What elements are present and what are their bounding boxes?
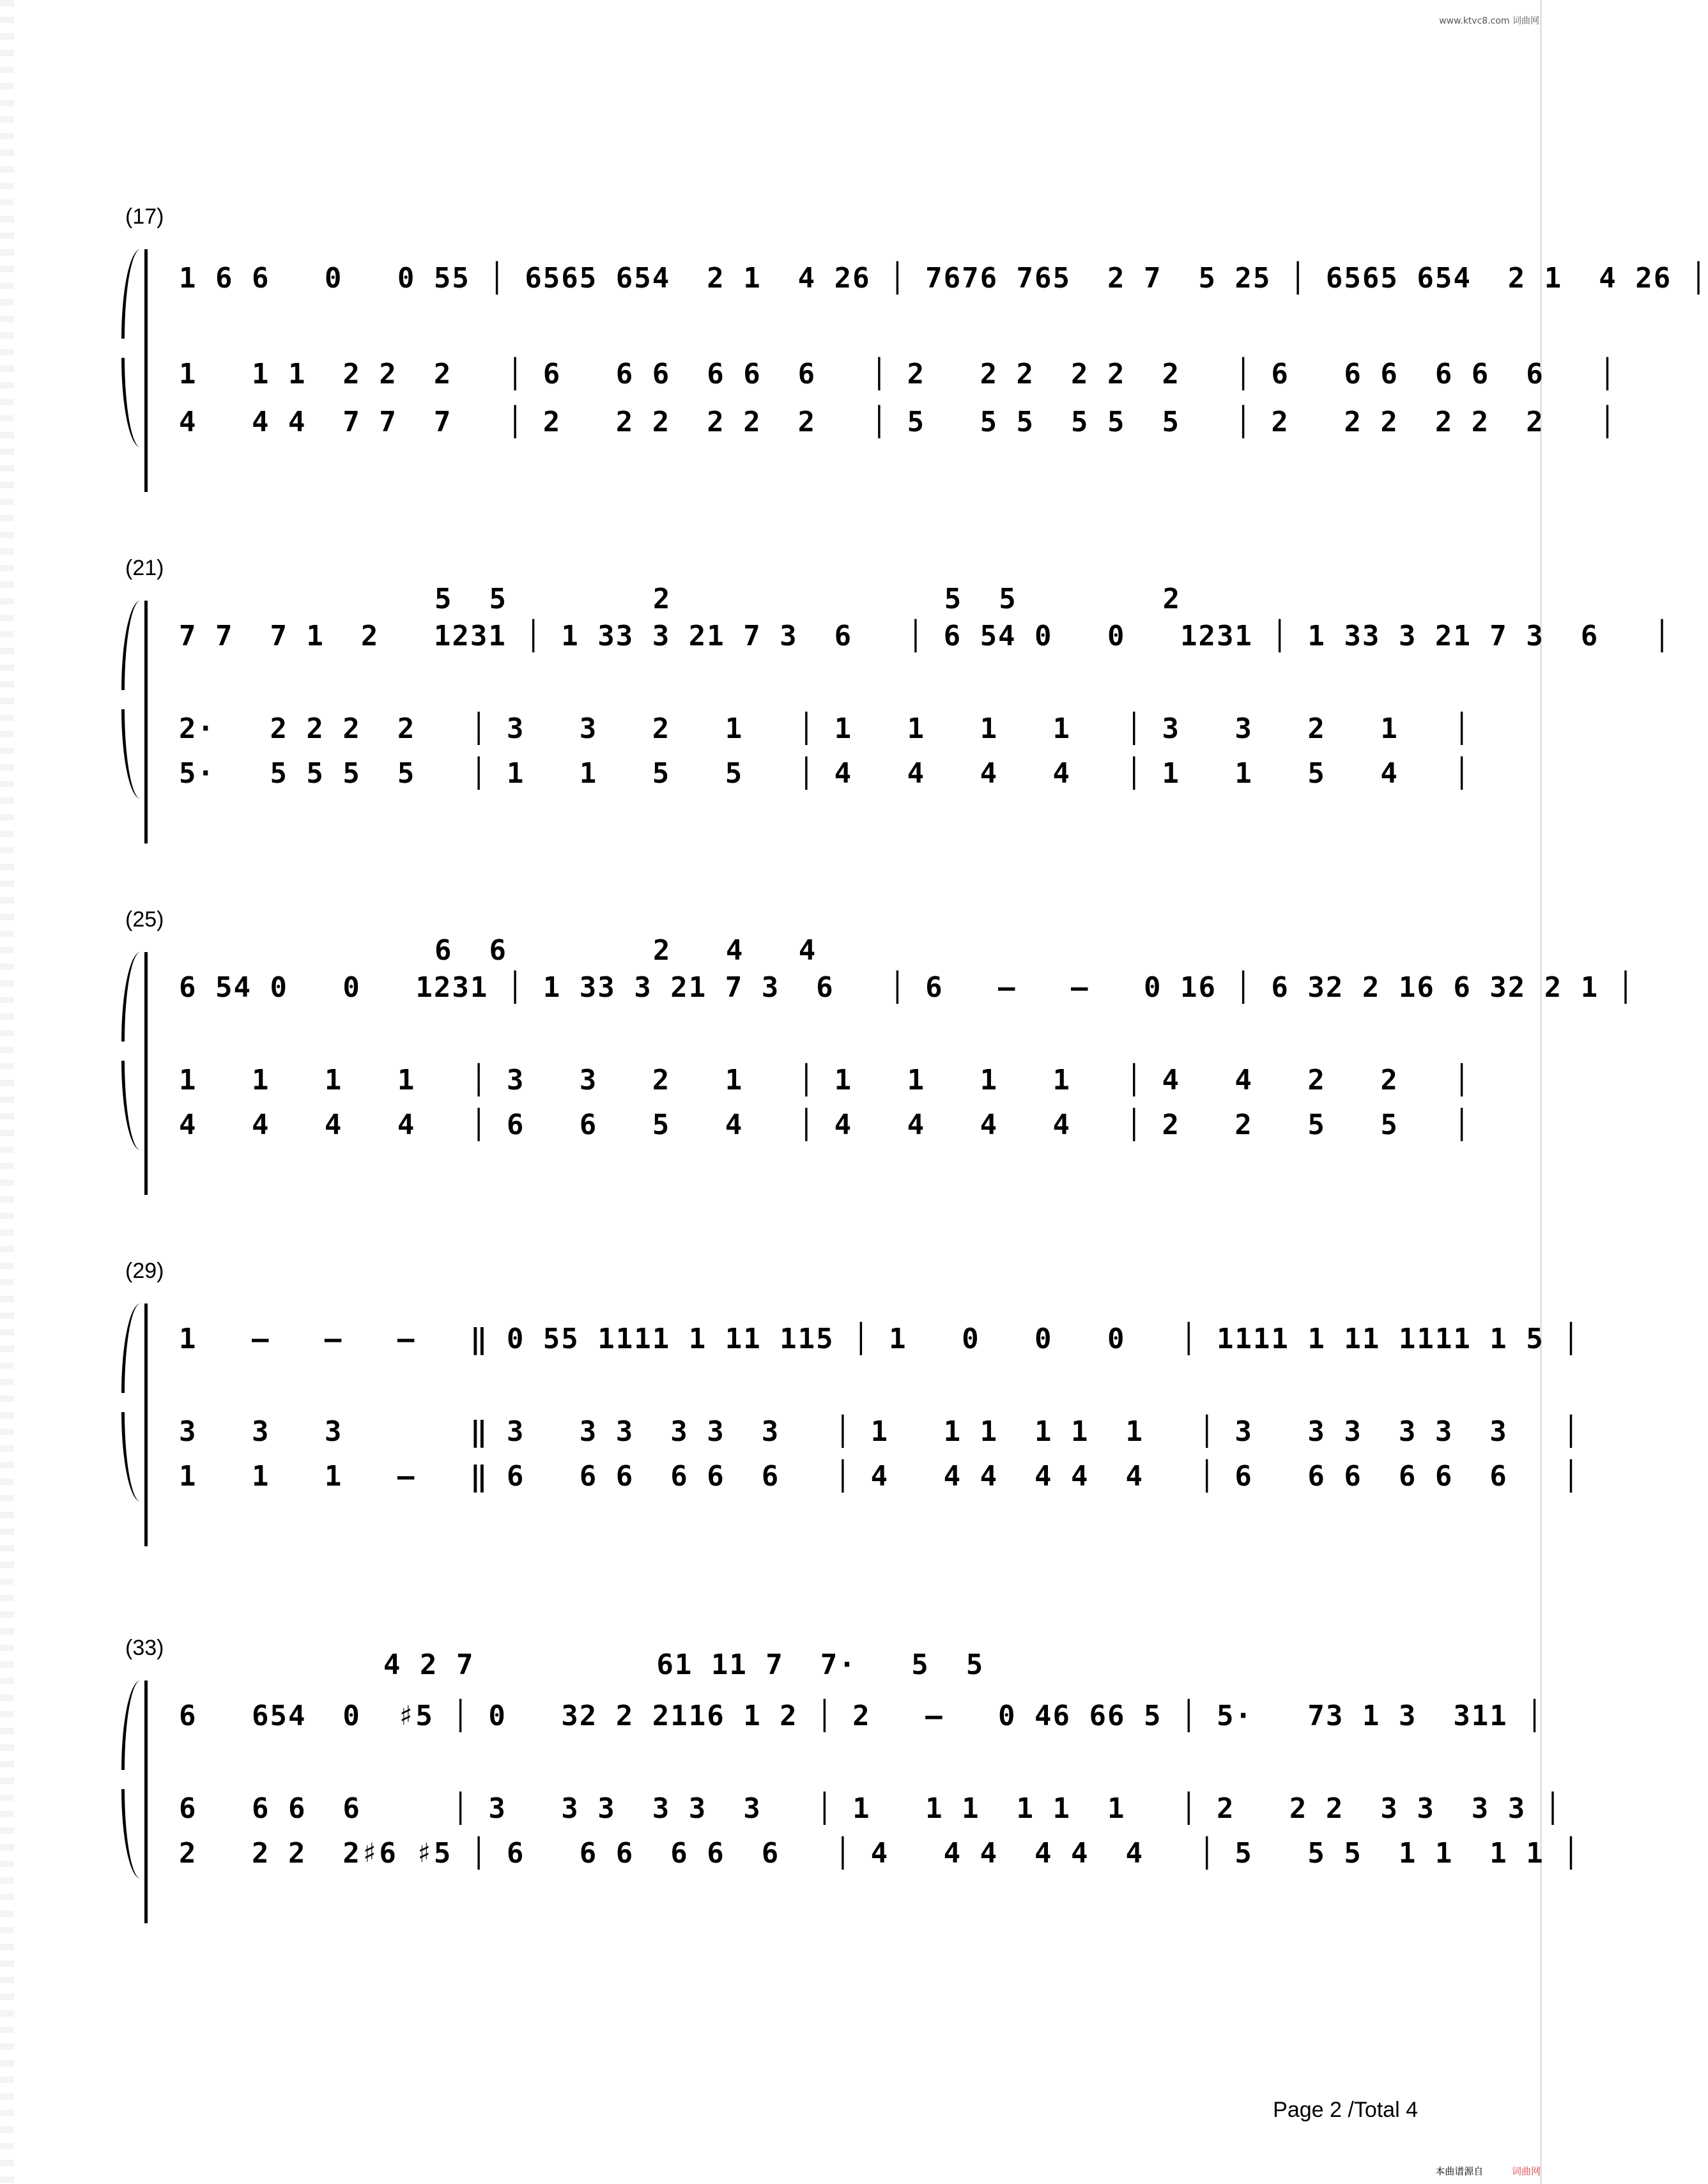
- bass-line: 4 4 4 4 │ 6 6 5 4 │ 4 4 4 4 │ 2 2 5 5 │: [179, 1109, 1472, 1141]
- harmony-line: 6 6 6 6 │ 3 3 3 3 3 3 │ 1 1 1 1 1 1 │ 2 2 2 3 3 3 3 │: [179, 1792, 1563, 1825]
- site-header: www.ktvc8.com 词曲网: [1439, 16, 1539, 26]
- brace-bottom: [121, 1412, 144, 1502]
- upper-voice: 5 5 2 5 5 2: [435, 583, 1181, 615]
- system-17: [0, 204, 1708, 537]
- brace-top: [121, 249, 144, 339]
- system-25: [0, 907, 1636, 1240]
- brace-bottom: [121, 709, 144, 799]
- brace-bottom: [121, 358, 144, 447]
- harmony-line: 1 1 1 1 │ 3 3 2 1 │ 1 1 1 1 │ 4 4 2 2 │: [179, 1064, 1472, 1096]
- footer-note: 本曲谱源自: [1435, 2165, 1484, 2177]
- footer-source: [1435, 2164, 1541, 2178]
- system-21: [0, 556, 1672, 888]
- measure-number: (21): [125, 556, 164, 580]
- page-indicator: Page 2 /Total 4: [1273, 2098, 1418, 2122]
- bass-line: 2 2 2 2♯6 ♯5 │ 6 6 6 6 6 6 │ 4 4 4 4 4 4 │ 5 5 5 1 1 1 1 │: [179, 1837, 1581, 1870]
- melody-line: 7 7 7 1 2 1231 │ 1 33 3 21 7 3 6 │ 6 54 0 0 1231 │ 1 33 3 21 7 3 6 │: [179, 620, 1672, 652]
- measure-number: (25): [125, 907, 164, 932]
- bass-line: 1 1 1 – ‖ 6 6 6 6 6 6 │ 4 4 4 4 4 4 │ 6 6 6 6 6 6 │: [179, 1460, 1581, 1493]
- measure-number: (29): [125, 1259, 164, 1283]
- harmony-line: 1 1 1 2 2 2 │ 6 6 6 6 6 6 │ 2 2 2 2 2 2 │ 6 6 6 6 6 6 │: [179, 358, 1617, 390]
- system-barline: [144, 249, 148, 492]
- brace-top: [121, 1680, 144, 1770]
- system-29: [0, 1259, 1581, 1591]
- melody-line: 6 654 0 ♯5 │ 0 32 2 2116 1 2 │ 2 – 0 46 66 5 │ 5· 73 1 3 311 │: [179, 1700, 1544, 1732]
- system-barline: [144, 1680, 148, 1923]
- bass-line: 4 4 4 7 7 7 │ 2 2 2 2 2 2 │ 5 5 5 5 5 5 │ 2 2 2 2 2 2 │: [179, 406, 1617, 438]
- harmony-line: 3 3 3 ‖ 3 3 3 3 3 3 │ 1 1 1 1 1 1 │ 3 3 3 3 3 3 │: [179, 1415, 1581, 1448]
- upper-voice: 6 6 2 4 4: [435, 934, 817, 967]
- footer-site[interactable]: 词曲网: [1511, 2165, 1541, 2177]
- bass-line: 5· 5 5 5 5 │ 1 1 5 5 │ 4 4 4 4 │ 1 1 5 4 │: [179, 757, 1472, 790]
- brace-top: [121, 1303, 144, 1393]
- melody-line: 1 – – – ‖ 0 55 1111 1 11 115 │ 1 0 0 0 │ 1111 1 11 1111 1 5 │: [179, 1323, 1581, 1355]
- brace-top: [121, 952, 144, 1042]
- measure-number: (17): [125, 204, 164, 229]
- system-barline: [144, 952, 148, 1195]
- brace-bottom: [121, 1061, 144, 1150]
- brace-top: [121, 601, 144, 690]
- system-barline: [144, 601, 148, 843]
- system-33: [0, 1597, 1581, 1930]
- melody-line: 1 6 6 0 0 55 │ 6565 654 2 1 4 26 │ 7676 765 2 7 5 25 │ 6565 654 2 1 4 26 │: [179, 262, 1708, 295]
- upper-voice: 4 2 7 61 11 7 7· 5 5: [383, 1649, 985, 1681]
- melody-line: 6 54 0 0 1231 │ 1 33 3 21 7 3 6 │ 6 – – 0 16 │ 6 32 2 16 6 32 2 1 │: [179, 971, 1636, 1004]
- harmony-line: 2· 2 2 2 2 │ 3 3 2 1 │ 1 1 1 1 │ 3 3 2 1 │: [179, 712, 1472, 745]
- measure-number: (33): [125, 1636, 164, 1660]
- brace-bottom: [121, 1789, 144, 1879]
- system-barline: [144, 1303, 148, 1546]
